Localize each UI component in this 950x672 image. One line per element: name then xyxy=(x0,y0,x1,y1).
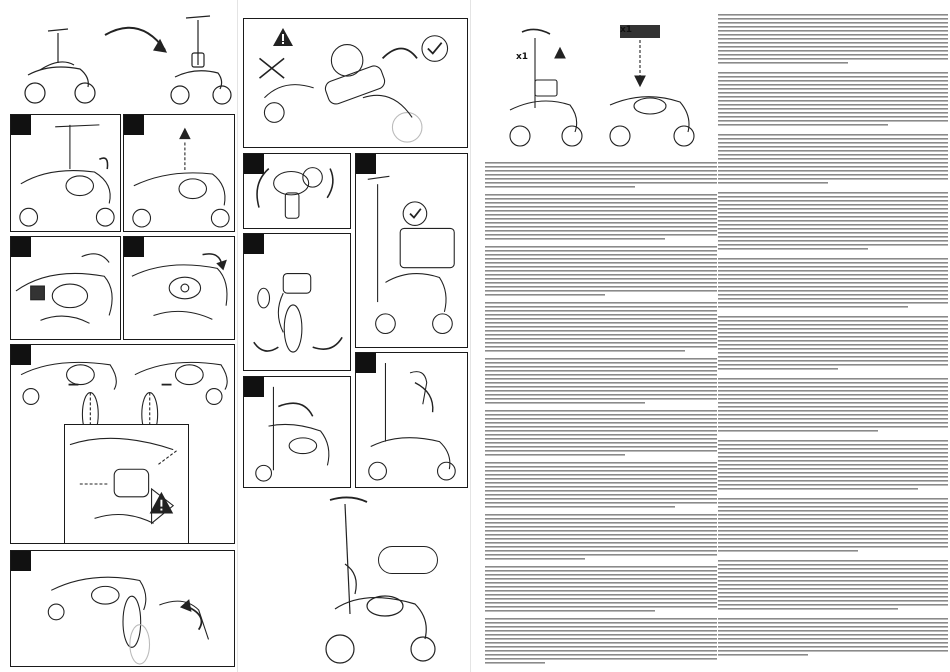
step-panel-6 xyxy=(10,550,235,667)
quantity-label-b: x1 xyxy=(620,25,633,35)
step-panel-2 xyxy=(123,114,235,232)
step-panel-9 xyxy=(243,233,351,371)
step-panel-7 xyxy=(243,153,351,229)
detail-inset xyxy=(64,424,189,544)
text-block-lines-right xyxy=(718,14,948,664)
label-pill xyxy=(378,546,438,574)
text-column-right xyxy=(718,14,948,668)
fold-line-2 xyxy=(470,0,471,672)
text-column-left xyxy=(485,162,717,672)
step-panel-4 xyxy=(123,236,235,340)
step-panel-11 xyxy=(243,376,351,488)
quantity-label-a: x1 xyxy=(516,52,529,62)
part-illustrations xyxy=(480,10,720,158)
scooter-transform-illustration xyxy=(10,5,235,115)
step-panel-8 xyxy=(355,153,468,348)
text-block-lines-left xyxy=(485,162,717,668)
warning-triangle-icon xyxy=(272,27,294,47)
fold-line-1 xyxy=(237,0,238,672)
step-panel-1 xyxy=(10,114,121,232)
step-panel-10 xyxy=(355,352,468,488)
assembled-scooter-illustration xyxy=(305,494,470,672)
step-panel-3 xyxy=(10,236,121,340)
